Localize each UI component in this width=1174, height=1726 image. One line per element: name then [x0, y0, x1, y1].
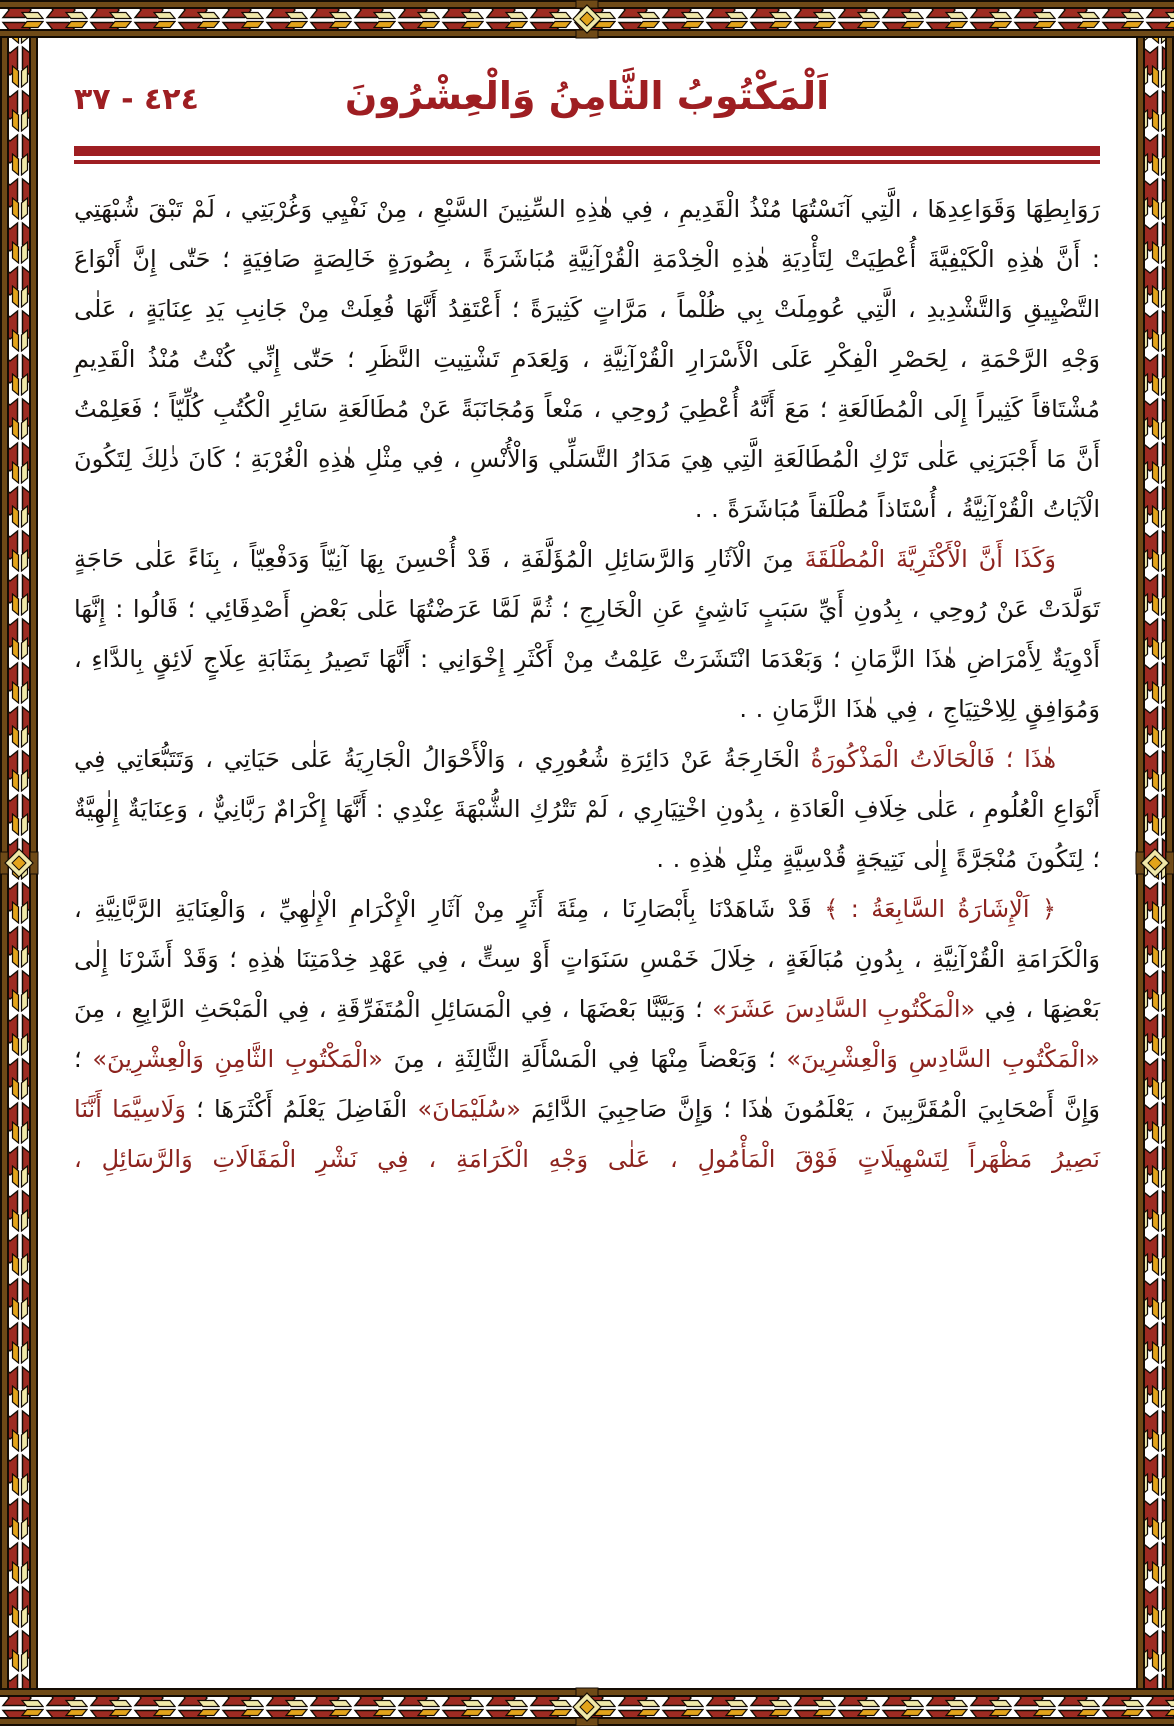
paragraph-1 — [74, 184, 1100, 534]
page-number: ٤٢٤ - ٣٧ — [74, 82, 199, 117]
page-title: اَلْمَكْتُوبُ الثَّامِنُ وَالْعِشْرُونَ — [344, 74, 830, 118]
border-right — [1136, 38, 1174, 1688]
body-text-segment: قَدْ شَاهَدْنَا بِأَبْصَارِنَا ، مِئَةَ أَثَرٍ مِنْ آثَارِ الْإِكْرَامِ الْإِلٰهِيِّ ، وَالْعِنَايَةِ الرَّبَّانِيَّةِ ، وَالْكَرَامَةِ الْقُرْآنِيَّةِ ، بِدُونِ مُبَالَغَةٍ ، خِلَالَ خَمْسِ سَنَوَاتٍ أَوْ سِتٍّ ، فِي عَهْدِ خِدْمَتِنَا هٰذِهِ ؛ وَقَدْ أَشَرْنَا إِلٰى بَعْضِهَا ، فِي — [74, 895, 1100, 1023]
border-top — [0, 0, 1174, 38]
highlighted-text: «سُلَيْمَانَ» — [417, 1095, 521, 1123]
highlighted-text: «الْمَكْتُوبِ السَّادِسِ وَالْعِشْرِينَ» — [786, 1045, 1100, 1073]
highlighted-text: ﴿ اَلْإِشَارَةُ السَّابِعَةُ : ﴾ — [811, 895, 1057, 923]
body-text-segment: مِنَ الْآثَارِ وَالرَّسَائِلِ الْمُؤَلَّفَةِ ، قَدْ أُحْسِنَ بِهَا آنِيّاً وَدَفْعِيّاً ، بِنَاءً عَلٰى حَاجَةٍ تَوَلَّدَتْ عَنْ رُوحِي ، بِدُونِ أَيِّ سَبَبٍ نَاشِئٍ عَنِ الْخَارِجِ ؛ ثُمَّ لَمَّا عَرَضْتُهَا عَلٰى بَعْضِ أَصْدِقَائِي ؛ قَالُوا : إِنَّهَا أَدْوِيَةٌ لِأَمْرَاضِ هٰذَا الزَّمَانِ ؛ وَبَعْدَمَا انْتَشَرَتْ عَلِمْتُ مِنْ أَكْثَرِ إِخْوَانِي : أَنَّهَا تَصِيرُ بِمَثَابَةِ عِلَاجٍ لَائِقٍ بِالدَّاءِ ، وَمُوَافِقٍ لِلِاحْتِيَاجِ ، فِي هٰذَا الزَّمَانِ . . — [74, 545, 1100, 723]
paragraph-3 — [74, 734, 1100, 884]
body-text-segment: ؛ وَبَيَّنَّا بَعْضَهَا ، فِي الْمَسَائِلِ الْمُتَفَرِّقَةِ ، فِي الْمَبْحَثِ الرَّابِعِ ، مِنَ — [74, 995, 713, 1023]
paragraph-4 — [74, 884, 1100, 1184]
page-header — [74, 52, 1100, 140]
body-text-segment: الْخَارِجَةُ عَنْ دَائِرَةِ شُعُورِي ، وَالْأَحْوَالُ الْجَارِيَةُ عَلٰى حَيَاتِي ، وَتَتَبُّعَاتِي فِي أَنْوَاعِ الْعُلُومِ ، عَلٰى خِلَافِ الْعَادَةِ ، بِدُونِ اخْتِيَارِي ، لَمْ تَتْرُكِ الشُّبْهَةَ عِنْدِي : أَنَّهَا إِكْرَامٌ رَبَّانِيٌّ ، وَعِنَايَةٌ إِلٰهِيَّةٌ ؛ لِتَكُونَ مُنْجَرَّةً إِلٰى نَتِيجَةٍ قُدْسِيَّةٍ مِثْلِ هٰذِهِ . . — [74, 745, 1100, 873]
highlighted-text: «الْمَكْتُوبِ السَّادِسَ عَشَرَ» — [712, 995, 976, 1023]
divider-thick-line — [74, 146, 1100, 156]
body-text-block — [74, 184, 1100, 1184]
body-text-segment: الْفَاضِلَ يَعْلَمُ أَكْثَرَهَا ؛ — [185, 1095, 418, 1123]
header-divider-rule — [74, 146, 1100, 168]
divider-thin-line — [74, 160, 1100, 164]
border-bottom — [0, 1688, 1174, 1726]
body-text-segment: ؛ وَإِنَّ أَصْحَابِيَ الْمُقَرَّبِينَ ، يَعْلَمُونَ هٰذَا ؛ وَإِنَّ صَاحِبِيَ الدَّائِمَ — [74, 1045, 1100, 1123]
highlighted-text: «الْمَكْتُوبِ الثَّامِنِ وَالْعِشْرِينَ» — [92, 1045, 383, 1073]
border-left — [0, 38, 38, 1688]
highlighted-text: وَكَذَا أَنَّ الْأَكْثَرِيَّةَ الْمُطْلَقَةَ — [793, 545, 1056, 573]
body-text-segment: رَوَابِطِهَا وَقَوَاعِدِهَا ، الَّتِي آنَسْتُهَا مُنْذُ الْقَدِيمِ ، فِي هٰذِهِ السِّنِينَ السَّبْعِ ، مِنْ نَفْيِي وَغُرْبَتِي ، لَمْ تَبْقَ شُبْهَتِي : أَنَّ هٰذِهِ الْكَيْفِيَّةَ أُعْطِيَتْ لِتَأْدِيَةِ هٰذِهِ الْخِدْمَةِ الْقُرْآنِيَّةِ مُبَاشَرَةً ، بِصُورَةٍ خَالِصَةٍ صَافِيَةٍ ؛ حَتّٰى إِنَّ أَنْوَاعَ التَّضْيِيقِ وَالتَّشْدِيدِ ، الَّتِي عُومِلَتْ بِي ظُلْماً ، مَرَّاتٍ كَثِيرَةً ؛ أَعْتَقِدُ أَنَّهَا فُعِلَتْ مِنْ جَانِبِ يَدِ عِنَايَةٍ ، عَلٰى وَجْهِ الرَّحْمَةِ ، لِحَصْرِ الْفِكْرِ عَلَى الْأَسْرَارِ الْقُرْآنِيَّةِ ، وَلِعَدَمِ تَشْتِيتِ النَّظَرِ ؛ حَتّٰى إِنِّي كُنْتُ مُنْذُ الْقَدِيمِ مُشْتَاقاً كَثِيراً إِلَى الْمُطَالَعَةِ ؛ مَعَ أَنَّهُ أُعْطِيَ رُوحِي ، مَنْعاً وَمُجَانَبَةً عَنْ مُطَالَعَةِ سَائِرِ الْكُتُبِ كُلِّيّاً ؛ فَعَلِمْتُ أَنَّ مَا أَجْبَرَنِي عَلٰى تَرْكِ الْمُطَالَعَةِ الَّتِي هِيَ مَدَارُ التَّسَلِّي وَالْأُنْسِ ، فِي مِثْلِ هٰذِهِ الْغُرْبَةِ ؛ كَانَ ذٰلِكَ لِتَكُونَ الْآيَاتُ الْقُرْآنِيَّةُ ، أُسْتَاذاً مُطْلَقاً مُبَاشَرَةً . . — [74, 195, 1100, 523]
body-text-segment: ؛ وَبَعْضاً مِنْهَا فِي الْمَسْأَلَةِ الثَّالِثَةِ ، مِنَ — [382, 1045, 787, 1073]
highlighted-text: وَلَاسِيَّمَا أَنَّنَا نَصِيرُ مَظْهَراً لِتَسْهِيلَاتٍ فَوْقَ الْمَأْمُولِ ، عَلٰى وَجْهِ الْكَرَامَةِ ، فِي نَشْرِ الْمَقَالَاتِ وَالرَّسَائِلِ ، — [74, 1095, 1100, 1173]
paragraph-2 — [74, 534, 1100, 734]
page-content — [38, 38, 1136, 1688]
highlighted-text: هٰذَا ؛ فَالْحَالَاتُ الْمَذْكُورَةُ — [799, 745, 1056, 773]
